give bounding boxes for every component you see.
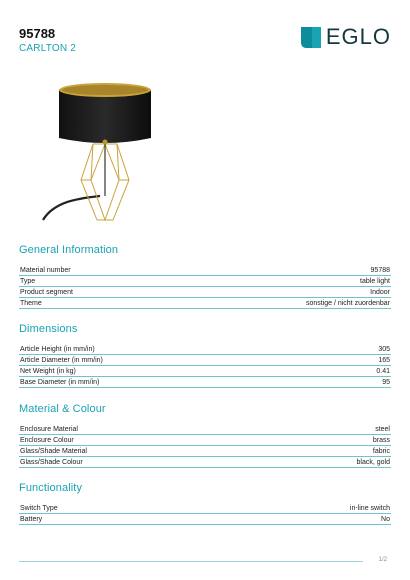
product-name: CARLTON 2 — [19, 43, 77, 54]
table-row — [19, 424, 391, 435]
table-row — [19, 265, 391, 276]
material-colour-section — [19, 403, 391, 468]
row-label: Product segment — [20, 288, 73, 296]
product-number: 95788 — [19, 26, 56, 41]
functionality-section — [19, 482, 391, 525]
row-value: steel — [375, 425, 390, 433]
row-value: Indoor — [370, 288, 390, 296]
footer-divider — [19, 561, 363, 562]
row-value: brass — [372, 436, 390, 444]
row-label: Enclosure Colour — [20, 436, 74, 444]
table-row — [19, 344, 391, 355]
table-row — [19, 366, 391, 377]
row-label: Glass/Shade Colour — [20, 458, 83, 466]
section-title: Dimensions — [19, 323, 78, 335]
brand-logo — [301, 26, 391, 48]
row-label: Article Height (in mm/in) — [20, 345, 95, 353]
row-label: Base Diameter (in mm/in) — [20, 378, 100, 386]
page-indicator: 1/2 — [378, 557, 387, 563]
row-value: black, gold — [356, 458, 390, 466]
product-image — [35, 80, 165, 230]
row-label: Article Diameter (in mm/in) — [20, 356, 103, 364]
table-row — [19, 514, 391, 525]
table-row — [19, 355, 391, 366]
row-value: 95 — [382, 378, 390, 386]
table-row — [19, 435, 391, 446]
row-value: table light — [360, 277, 390, 285]
section-title: General Information — [19, 244, 119, 256]
row-value: in-line switch — [349, 504, 390, 512]
row-label: Net Weight (in kg) — [20, 367, 76, 375]
table-row — [19, 446, 391, 457]
table-row — [19, 287, 391, 298]
row-label: Switch Type — [20, 504, 58, 512]
row-label: Enclosure Material — [20, 425, 78, 433]
row-label: Type — [20, 277, 36, 285]
row-value: 95788 — [370, 266, 390, 274]
section-title: Material & Colour — [19, 403, 106, 415]
row-value: fabric — [372, 447, 390, 455]
table-row — [19, 457, 391, 468]
table-row — [19, 276, 391, 287]
row-label: Theme — [20, 299, 42, 307]
row-label: Material number — [20, 266, 71, 274]
dimensions-section — [19, 323, 391, 388]
general-information-section — [19, 244, 391, 309]
table-row — [19, 377, 391, 388]
row-value: 165 — [378, 356, 390, 364]
page-footer — [19, 556, 391, 566]
row-value: No — [381, 515, 390, 523]
page-header — [19, 26, 391, 66]
table-row — [19, 298, 391, 309]
row-value: sonstige / nicht zuordenbar — [305, 299, 390, 307]
eglo-mark-icon — [301, 27, 321, 48]
table-row — [19, 503, 391, 514]
row-label: Battery — [20, 515, 43, 523]
row-label: Glass/Shade Material — [20, 447, 87, 455]
row-value: 305 — [378, 345, 390, 353]
brand-name: EGLO — [325, 24, 391, 49]
row-value: 0.41 — [376, 367, 390, 375]
section-title: Functionality — [19, 482, 83, 494]
